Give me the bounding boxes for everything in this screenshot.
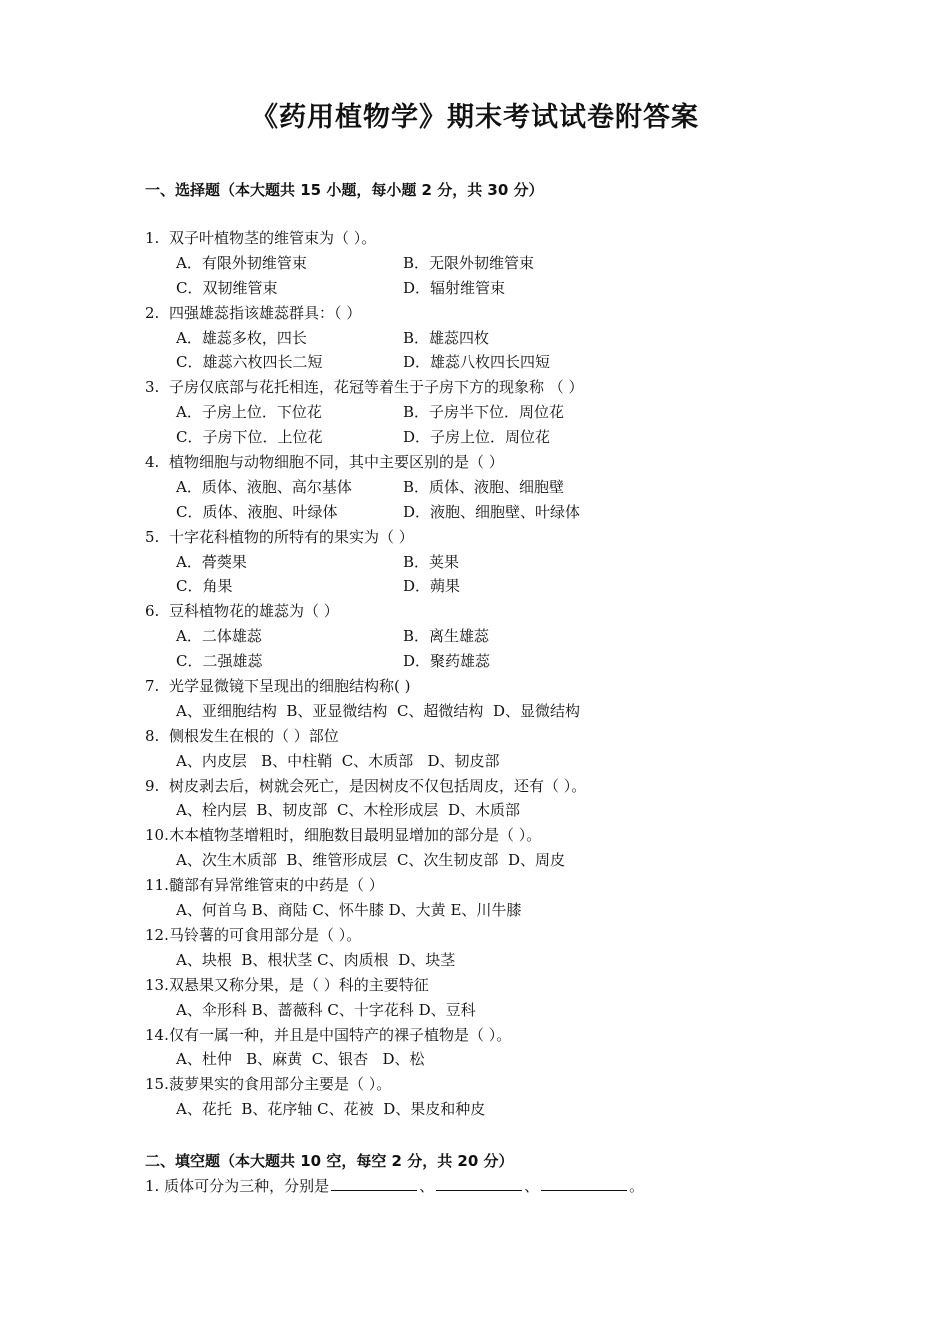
option-row [145, 699, 845, 724]
question-line [145, 375, 845, 400]
option-choice[interactable]: C、超微结构 [396, 701, 493, 720]
question-item [145, 375, 845, 450]
section-heading-choice: 一、选择题（本大题共 15 小题，每小题 2 分，共 30 分） [145, 181, 544, 199]
question-text: 光学显微镜下呈现出的细胞结构称( ) [169, 677, 411, 696]
question-line [145, 923, 845, 948]
option-choice[interactable]: C．雄蕊六枚四长二短 [176, 353, 323, 372]
question-line [145, 301, 845, 326]
option-row [145, 475, 845, 500]
question-item [145, 525, 845, 600]
question-item [145, 873, 845, 923]
question-number: 8. [145, 726, 160, 745]
option-row [145, 1097, 845, 1122]
question-line [145, 226, 845, 251]
option-choice[interactable]: A、伞形科 [176, 1000, 252, 1019]
option-choice[interactable]: B．质体、液胞、细胞壁 [403, 477, 565, 496]
option-choice[interactable]: B．无限外韧维管束 [403, 253, 535, 272]
option-choice[interactable]: D．液胞、细胞壁、叶绿体 [403, 502, 581, 521]
question-line [145, 525, 845, 550]
question-line [145, 823, 845, 848]
option-choice[interactable]: A．质体、液胞、高尔基体 [176, 477, 352, 496]
fill-question [145, 1175, 644, 1196]
option-row [145, 798, 845, 823]
option-choice[interactable]: C．双韧维管束 [176, 278, 278, 297]
question-number: 7. [145, 677, 160, 696]
option-choice[interactable]: D、块茎 [398, 950, 456, 969]
option-choice[interactable]: D、韧皮部 [427, 751, 500, 770]
question-line [145, 973, 845, 998]
question-item [145, 724, 845, 774]
option-row [145, 574, 845, 599]
fill-question-text: 质体可分为三种，分别是 [164, 1177, 330, 1195]
option-choice[interactable]: C、十字花科 [327, 1000, 419, 1019]
question-item [145, 923, 845, 973]
option-row [145, 948, 845, 973]
option-choice[interactable]: A、栓内层 [176, 801, 257, 820]
question-number: 14. [145, 1025, 169, 1044]
option-choice[interactable]: C、次生韧皮部 [396, 851, 508, 870]
option-choice[interactable]: C．质体、液胞、叶绿体 [176, 502, 338, 521]
section-heading-fill: 二、填空题（本大题共 10 空，每空 2 分，共 20 分） [145, 1152, 514, 1170]
question-number: 1. [145, 229, 160, 247]
option-choice[interactable]: A．子房上位．下位花 [176, 403, 322, 422]
question-text: 双悬果又称分果，是（ ）科的主要特征 [169, 975, 429, 994]
option-choice[interactable]: A、块根 [176, 950, 242, 969]
answer-blank[interactable] [541, 1176, 627, 1191]
option-choice[interactable]: C．子房下位．上位花 [176, 428, 323, 447]
option-choice[interactable]: C、花被 [317, 1100, 384, 1119]
question-line [145, 873, 845, 898]
question-item [145, 599, 845, 674]
question-number: 13. [145, 975, 169, 994]
question-text: 马铃薯的可食用部分是（ ）。 [169, 925, 362, 944]
question-text: 木本植物茎增粗时，细胞数目最明显增加的部分是（ ）。 [169, 826, 542, 845]
question-line [145, 774, 845, 799]
question-text: 树皮剥去后，树就会死亡，是因树皮不仅包括周皮，还有（ ）。 [169, 776, 587, 795]
option-choice[interactable]: A、次生木质部 [176, 851, 287, 870]
option-row [145, 649, 845, 674]
question-line [145, 599, 845, 624]
question-text: 侧根发生在根的（ ）部位 [169, 726, 339, 745]
question-number: 6. [145, 602, 160, 621]
question-number: 10. [145, 826, 169, 845]
option-choice[interactable]: B、韧皮部 [256, 801, 337, 820]
question-line [145, 450, 845, 475]
question-item [145, 1023, 845, 1073]
option-choice[interactable]: C、怀牛膝 [312, 901, 389, 920]
answer-blank[interactable] [331, 1176, 417, 1191]
option-choice[interactable]: B、维管形成层 [286, 851, 397, 870]
option-choice[interactable]: B．子房半下位．周位花 [403, 403, 565, 422]
question-line [145, 1023, 845, 1048]
option-choice[interactable]: A、杜仲 [176, 1050, 247, 1069]
option-row [145, 550, 845, 575]
option-choice[interactable]: B．荚果 [403, 552, 460, 571]
option-choice[interactable]: B、蔷薇科 [251, 1000, 328, 1019]
question-text: 四强雄蕊指该雄蕊群具：（ ） [169, 303, 362, 322]
question-number: 2. [145, 303, 160, 322]
question-line [145, 674, 845, 699]
question-text: 双子叶植物茎的维管束为（ ）。 [169, 229, 377, 247]
option-row [145, 749, 845, 774]
question-item [145, 1072, 845, 1122]
question-number: 15. [145, 1075, 169, 1094]
option-choice[interactable]: D、豆科 [418, 1000, 476, 1019]
question-line [145, 1072, 845, 1097]
option-choice[interactable]: D、松 [382, 1050, 425, 1069]
page-title: 《药用植物学》期末考试试卷附答案 [251, 102, 699, 133]
option-row [145, 500, 845, 525]
option-choice[interactable]: C．二强雄蕊 [176, 652, 263, 671]
option-choice[interactable]: D．辐射维管束 [403, 278, 506, 297]
question-item [145, 674, 845, 724]
option-row [145, 624, 845, 649]
question-item [145, 450, 845, 525]
question-item [145, 973, 845, 1023]
option-choice[interactable]: A、内皮层 [176, 751, 262, 770]
option-row [145, 848, 845, 873]
option-row [145, 350, 845, 375]
option-choice[interactable]: D、显微结构 [492, 701, 580, 720]
option-choice[interactable]: D、木质部 [447, 801, 520, 820]
option-choice[interactable]: A、何首乌 [176, 901, 252, 920]
question-item [145, 774, 845, 824]
option-row [145, 276, 845, 301]
option-choice[interactable]: B．离生雄蕊 [403, 627, 490, 646]
question-number: 12. [145, 925, 169, 944]
option-choice[interactable]: B、花序轴 [241, 1100, 318, 1119]
option-choice[interactable]: C．角果 [176, 577, 233, 596]
option-choice[interactable]: D．子房上位．周位花 [403, 428, 551, 447]
option-choice[interactable]: D．雄蕊八枚四长四短 [403, 353, 551, 372]
fill-question-end: 。 [629, 1177, 645, 1195]
option-choice[interactable]: A、亚细胞结构 [176, 701, 287, 720]
question-number: 5. [145, 527, 160, 546]
option-choice[interactable]: A．有限外韧维管束 [176, 253, 307, 272]
option-row [145, 251, 845, 276]
option-choice[interactable]: A．二体雄蕊 [176, 627, 262, 646]
question-number: 3. [145, 378, 160, 397]
question-text: 豆科植物花的雄蕊为（ ） [169, 602, 339, 621]
question-item [145, 301, 845, 376]
question-item [145, 823, 845, 873]
separator: 、 [524, 1177, 540, 1195]
option-choice[interactable]: C、银杏 [311, 1050, 383, 1069]
answer-blank[interactable] [436, 1176, 522, 1191]
option-choice[interactable]: D、周皮 [507, 851, 565, 870]
option-choice[interactable]: D、果皮和种皮 [383, 1100, 486, 1119]
option-choice[interactable]: B、中柱鞘 [261, 751, 342, 770]
option-choice[interactable]: D．聚药雄蕊 [403, 652, 491, 671]
question-text: 髓部有异常维管束的中药是（ ） [169, 876, 384, 895]
option-choice[interactable]: C、木质部 [341, 751, 428, 770]
question-text: 植物细胞与动物细胞不同，其中主要区别的是（ ） [169, 453, 504, 472]
option-choice[interactable]: A．雄蕊多枚，四长 [176, 328, 307, 347]
question-number: 9. [145, 776, 160, 795]
question-item [145, 226, 845, 301]
question-line [145, 724, 845, 749]
option-choice[interactable]: B、亚显微结构 [286, 701, 397, 720]
option-choice[interactable]: B、根状茎 [241, 950, 318, 969]
option-choice[interactable]: D．蒴果 [403, 577, 461, 596]
option-choice[interactable]: A、花托 [176, 1100, 242, 1119]
option-row [145, 1047, 845, 1072]
question-text: 菠萝果实的食用部分主要是（ ）。 [169, 1075, 392, 1094]
question-list [145, 226, 845, 1122]
option-row [145, 998, 845, 1023]
question-number: 4. [145, 453, 160, 472]
option-row [145, 898, 845, 923]
option-row [145, 425, 845, 450]
option-choice[interactable]: E、川牛膝 [450, 901, 522, 920]
question-text: 子房仅底部与花托相连，花冠等着生于子房下方的现象称 （ ） [169, 378, 584, 397]
option-row [145, 400, 845, 425]
option-choice[interactable]: B．雄蕊四枚 [403, 328, 490, 347]
option-choice[interactable]: C、肉质根 [317, 950, 399, 969]
option-choice[interactable]: C、木栓形成层 [336, 801, 448, 820]
question-text: 仅有一属一种，并且是中国特产的裸子植物是（ ）。 [169, 1025, 512, 1044]
option-choice[interactable]: D、大黄 [388, 901, 451, 920]
option-choice[interactable]: B、商陆 [251, 901, 313, 920]
fill-question-number: 1. [145, 1177, 160, 1195]
option-row [145, 326, 845, 351]
question-text: 十字花科植物的所特有的果实为（ ） [169, 527, 414, 546]
option-choice[interactable]: B、麻黄 [246, 1050, 312, 1069]
question-number: 11. [145, 876, 169, 895]
option-choice[interactable]: A．蓇葖果 [176, 552, 247, 571]
separator: 、 [419, 1177, 435, 1195]
